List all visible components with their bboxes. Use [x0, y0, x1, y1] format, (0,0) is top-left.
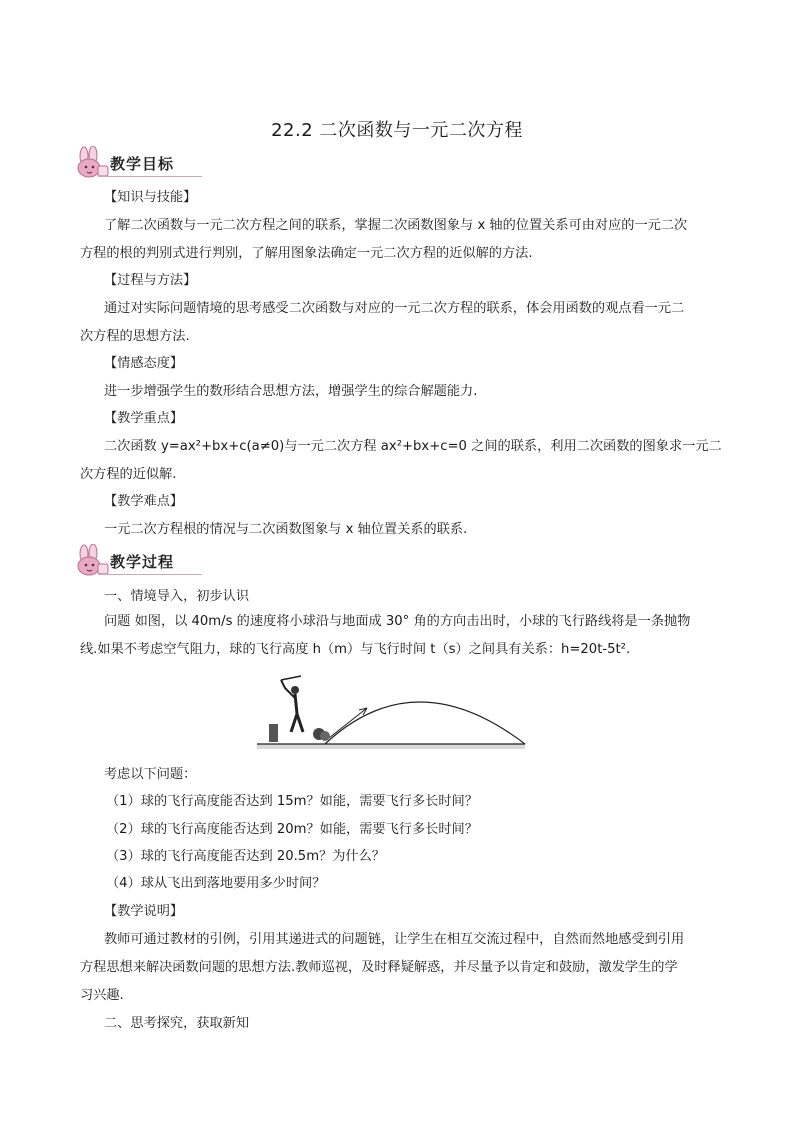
difficulty-text-line-1: 一元二次方程根的情况与二次函数图象与 x 轴位置关系的联系. [104, 522, 468, 537]
section-banner-objectives [72, 150, 204, 180]
question-1: （1）球的飞行高度能否达到 15m？如能，需要飞行多长时间？ [106, 794, 478, 809]
part2-heading: 二、思考探究，获取新知 [104, 1016, 250, 1031]
bush-icon [313, 728, 330, 741]
flight-path [325, 702, 525, 744]
ground [257, 744, 525, 749]
key-points-text-line-2: 次方程的近似解. [80, 467, 177, 482]
emotion-text-line-1: 进一步增强学生的数形结合思想方法，增强学生的综合解题能力. [104, 384, 478, 399]
section-banner-process [72, 548, 204, 578]
teaching-note-line-2: 方程思想来解决函数问题的思想方法.教师巡视，及时释疑解惑，并尽量予以肯定和鼓励，激发学生的学 [80, 960, 678, 975]
golf-bag-icon [269, 724, 278, 742]
teaching-note-heading: 【教学说明】 [104, 904, 184, 919]
consider-label: 考虑以下问题： [104, 767, 197, 782]
part1-heading: 一、情境导入，初步认识 [104, 589, 250, 604]
golf-trajectory-figure [255, 672, 527, 758]
problem-text-line-2: 线.如果不考虑空气阻力，球的飞行高度 h（m）与飞行时间 t（s）之间具有关系：h=20t-5t². [80, 642, 631, 657]
banner-label: 教学过程 [110, 553, 175, 571]
knowledge-heading: 【知识与技能】 [104, 190, 197, 205]
golfer-icon [281, 676, 303, 732]
question-4: （4）球从飞出到落地要用多少时间？ [106, 876, 326, 891]
difficulty-heading: 【教学难点】 [104, 494, 184, 509]
teaching-note-line-3: 习兴趣. [80, 988, 124, 1003]
banner-label: 教学目标 [110, 155, 175, 173]
question-2: （2）球的飞行高度能否达到 20m？如能，需要飞行多长时间？ [106, 822, 478, 837]
teaching-note-line-1: 教师可通过教材的引例，引用其递进式的问题链，让学生在相互交流过程中，自然而然地感受到引用 [104, 932, 685, 947]
emotion-heading: 【情感态度】 [104, 356, 184, 371]
knowledge-text-line-1: 了解二次函数与一元二次方程之间的联系，掌握二次函数图象与 x 轴的位置关系可由对应的一元二次 [104, 218, 688, 233]
knowledge-text-line-2: 方程的根的判别式进行判别，了解用图象法确定一元二次方程的近似解的方法. [80, 246, 533, 261]
key-points-text-line-1: 二次函数 y=ax²+bx+c(a≠0)与一元二次方程 ax²+bx+c=0 之间的联系，利用二次函数的图象求一元二 [104, 439, 722, 454]
process-text-line-2: 次方程的思想方法. [80, 329, 190, 344]
question-3: （3）球的飞行高度能否达到 20.5m？为什么？ [106, 849, 385, 864]
key-points-heading: 【教学重点】 [104, 411, 184, 426]
page-title: 22.2 二次函数与一元二次方程 [271, 120, 523, 141]
process-heading: 【过程与方法】 [104, 273, 197, 288]
problem-text-line-1: 问题 如图，以 40m/s 的速度将小球沿与地面成 30° 角的方向击出时，小球的飞行路线将是一条抛物 [104, 614, 691, 629]
process-text-line-1: 通过对实际问题情境的思考感受二次函数与对应的一元二次方程的联系，体会用函数的观点看一元二 [104, 301, 685, 316]
